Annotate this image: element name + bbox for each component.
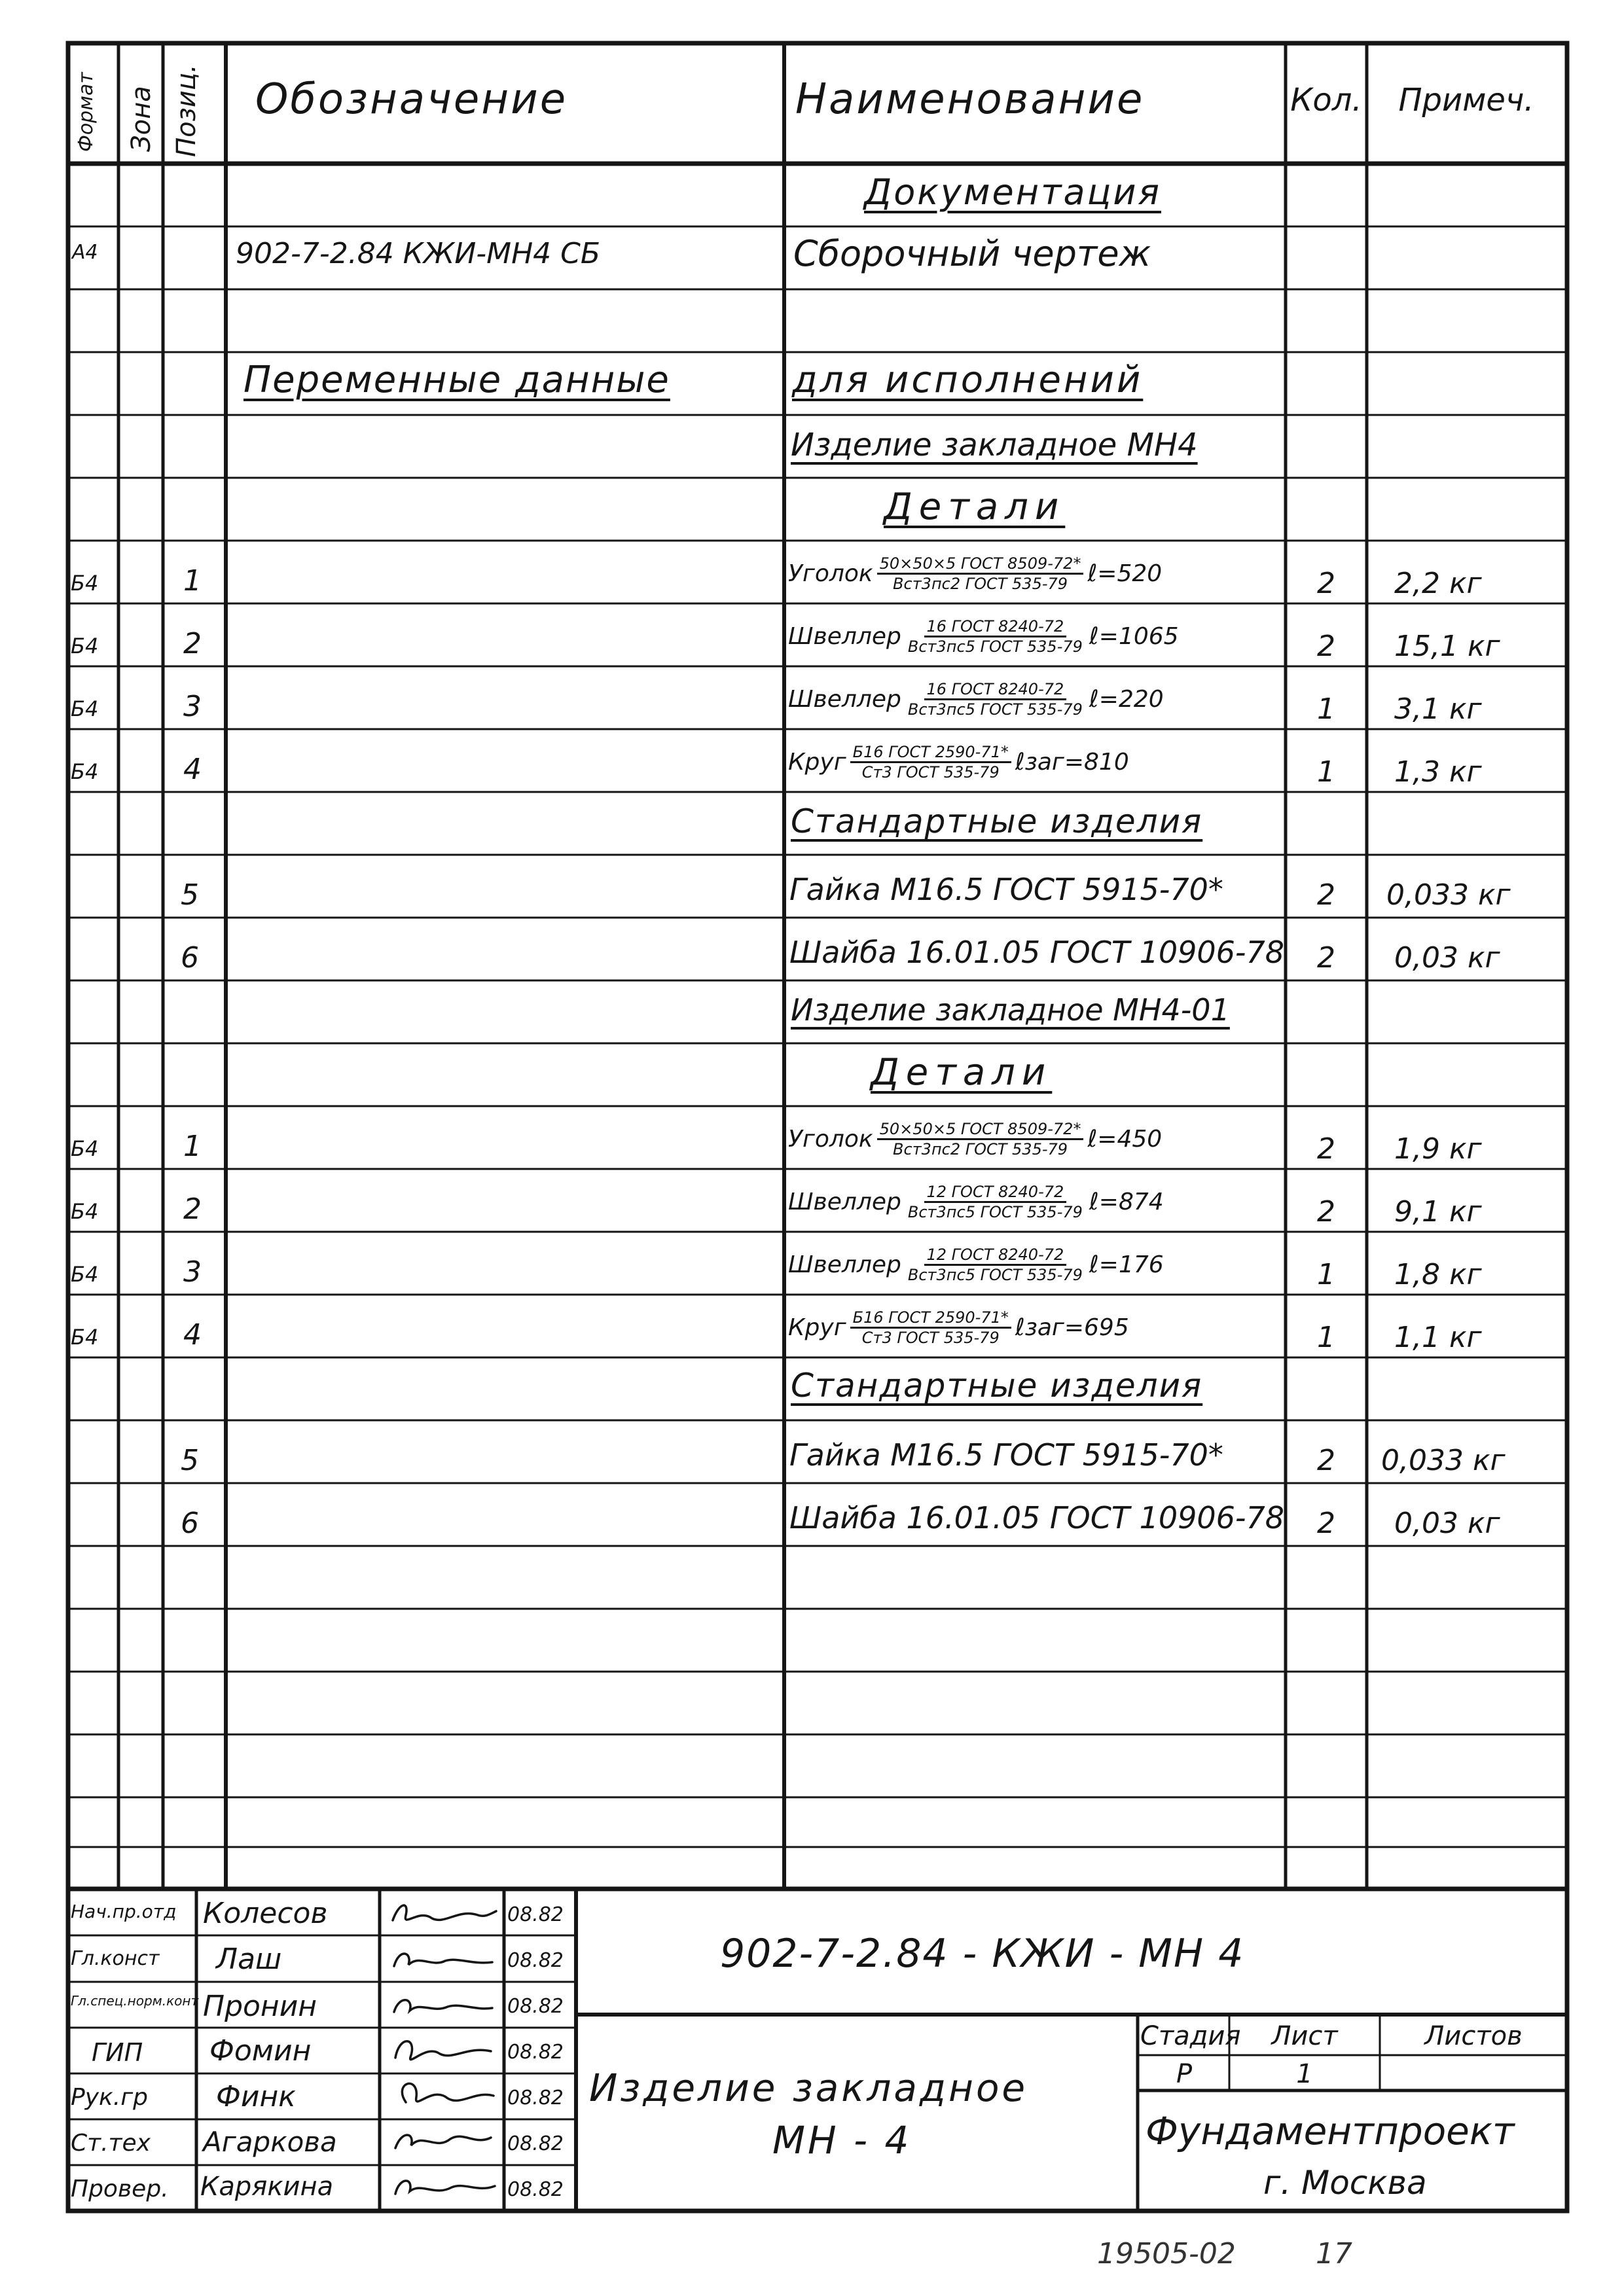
stage-value: Р <box>1176 2059 1193 2089</box>
header-designation: Обозначение <box>255 75 568 124</box>
item-material: Вст3пс5 ГОСТ 535-79 <box>907 1265 1083 1284</box>
product-2-details-heading: Детали <box>871 1051 1053 1094</box>
item-format: Б4 <box>71 1325 99 1350</box>
signature-3 <box>394 2000 492 2012</box>
item-quantity: 2 <box>1317 1507 1335 1540</box>
name-pronin: Пронин <box>203 1990 317 2023</box>
item-material: Вст3пс5 ГОСТ 535-79 <box>907 1202 1083 1221</box>
item-name: Гайка М16.5 ГОСТ 5915-70* <box>789 1437 1223 1473</box>
name-fomin: Фомин <box>209 2034 312 2068</box>
signature-7 <box>395 2181 495 2194</box>
item-material: Вст3пс2 ГОСТ 535-79 <box>893 1139 1068 1158</box>
item-position: 5 <box>181 1444 199 1477</box>
item-mass: 0,033 кг <box>1386 878 1511 912</box>
item-mass: 1,3 кг <box>1394 755 1482 789</box>
item-quantity: 1 <box>1317 692 1335 726</box>
item-length: ℓзаг=695 <box>1015 1314 1129 1341</box>
doc-format: А4 <box>72 241 98 264</box>
item-mass: 0,033 кг <box>1381 1444 1506 1477</box>
item-mass: 0,03 кг <box>1394 941 1500 975</box>
name-lash: Лаш <box>216 1943 282 1976</box>
item-quantity: 2 <box>1317 567 1335 600</box>
item-mass: 15,1 кг <box>1394 630 1500 663</box>
role-chief-engineer: ГИП <box>92 2038 143 2067</box>
header-zone: Зона <box>126 86 156 152</box>
role-group-lead: Рук.гр <box>71 2084 148 2111</box>
variable-data-left: Переменные данные <box>244 359 670 401</box>
item-length: ℓ=520 <box>1087 560 1163 587</box>
header-format: Формат <box>75 72 98 152</box>
item-mass: 9,1 кг <box>1394 1195 1482 1229</box>
item-length: ℓ=1065 <box>1089 622 1179 650</box>
item-length: ℓ=176 <box>1089 1251 1164 1278</box>
item-format: Б4 <box>71 634 99 658</box>
sheet-label: Лист <box>1271 2021 1338 2051</box>
item-label: Швеллер <box>788 1251 901 1278</box>
item-quantity: 1 <box>1317 1321 1335 1354</box>
item-quantity: 2 <box>1317 1132 1335 1166</box>
item-format: Б4 <box>71 1199 99 1224</box>
signature-1 <box>393 1905 496 1920</box>
item-format: Б4 <box>71 1262 99 1287</box>
date-1: 08.82 <box>507 1903 564 1926</box>
item-position: 3 <box>183 690 202 723</box>
header-position: Позиц. <box>171 64 202 157</box>
sheets-label: Листов <box>1424 2021 1523 2051</box>
date-2: 08.82 <box>507 1949 564 1972</box>
item-profile: 16 ГОСТ 8240-72 <box>924 617 1067 637</box>
header-note: Примеч. <box>1398 82 1534 118</box>
item-quantity: 2 <box>1317 878 1335 912</box>
archive-number: 19505-02 <box>1097 2237 1236 2270</box>
item-label: Круг <box>788 748 846 776</box>
item-label: Круг <box>788 1314 846 1341</box>
doc-name: Сборочный чертеж <box>793 233 1151 274</box>
date-6: 08.82 <box>507 2132 564 2155</box>
item-profile: Б16 ГОСТ 2590-71* <box>850 1308 1011 1329</box>
item-profile: 50×50×5 ГОСТ 8509-72* <box>877 554 1084 575</box>
item-quantity: 1 <box>1317 1258 1335 1291</box>
document-code: 902-7-2.84 - КЖИ - МН 4 <box>720 1931 1245 1977</box>
item-description <box>788 736 1129 788</box>
signature-6 <box>395 2135 491 2148</box>
sheet-value: 1 <box>1296 2059 1313 2089</box>
item-position: 5 <box>181 878 199 912</box>
role-chief-designer: Гл.конст <box>71 1947 160 1970</box>
item-profile: 50×50×5 ГОСТ 8509-72* <box>877 1120 1084 1140</box>
item-length: ℓ=450 <box>1087 1125 1163 1153</box>
doc-designation: 902-7-2.84 КЖИ-МН4 СБ <box>236 237 601 270</box>
item-material: Вст3пс5 ГОСТ 535-79 <box>907 637 1083 656</box>
item-format: Б4 <box>71 696 99 721</box>
name-kolesov: Колесов <box>203 1897 328 1930</box>
item-label: Швеллер <box>788 1188 901 1215</box>
name-fink: Финк <box>216 2080 296 2113</box>
item-profile: 16 ГОСТ 8240-72 <box>924 680 1067 700</box>
item-position: 1 <box>183 564 202 598</box>
item-length: ℓ=874 <box>1089 1188 1164 1215</box>
item-material: Ст3 ГОСТ 535-79 <box>861 762 1000 781</box>
item-position: 6 <box>181 941 199 975</box>
item-length: ℓ=220 <box>1089 685 1164 713</box>
item-description <box>788 610 1179 662</box>
item-position: 2 <box>183 627 202 660</box>
date-3: 08.82 <box>507 1995 564 2018</box>
item-format: Б4 <box>71 571 99 596</box>
item-quantity: 2 <box>1317 1195 1335 1229</box>
product-1-standard-heading: Стандартные изделия <box>791 802 1203 840</box>
item-quantity: 2 <box>1317 630 1335 663</box>
item-profile: 12 ГОСТ 8240-72 <box>924 1183 1067 1203</box>
signature-2 <box>394 1954 492 1966</box>
page-number: 17 <box>1316 2237 1352 2270</box>
item-quantity: 2 <box>1317 941 1335 975</box>
organization-city: г. Москва <box>1263 2164 1427 2202</box>
product-2-standard-heading: Стандартные изделия <box>791 1367 1203 1405</box>
item-mass: 2,2 кг <box>1394 567 1482 600</box>
item-position: 6 <box>181 1507 199 1540</box>
organization-name: Фундаментпроект <box>1146 2109 1515 2153</box>
item-quantity: 2 <box>1317 1444 1335 1477</box>
product-2-title: Изделие закладное МН4-01 <box>791 992 1230 1028</box>
item-format: Б4 <box>71 759 99 784</box>
item-material: Вст3пс2 ГОСТ 535-79 <box>893 574 1068 593</box>
item-profile: Б16 ГОСТ 2590-71* <box>850 743 1011 763</box>
name-karyakina: Карякина <box>200 2172 334 2202</box>
role-senior-tech: Ст.тех <box>71 2130 151 2157</box>
item-length: ℓзаг=810 <box>1015 748 1129 776</box>
item-profile: 12 ГОСТ 8240-72 <box>924 1246 1067 1266</box>
header-quantity: Кол. <box>1290 82 1362 118</box>
name-agarkova: Агаркова <box>203 2126 337 2158</box>
item-mass: 3,1 кг <box>1394 692 1482 726</box>
date-4: 08.82 <box>507 2041 564 2064</box>
item-position: 3 <box>183 1255 202 1289</box>
item-name: Гайка М16.5 ГОСТ 5915-70* <box>789 872 1223 907</box>
item-name: Шайба 16.01.05 ГОСТ 10906-78 <box>789 1500 1285 1535</box>
item-description <box>788 1238 1164 1291</box>
product-1-title: Изделие закладное МН4 <box>791 427 1198 463</box>
item-mass: 1,1 кг <box>1394 1321 1482 1354</box>
item-description <box>788 673 1164 725</box>
item-material: Ст3 ГОСТ 535-79 <box>861 1328 1000 1347</box>
signatures <box>380 1889 504 2211</box>
section-documentation: Документация <box>864 171 1161 213</box>
item-material: Вст3пс5 ГОСТ 535-79 <box>907 700 1083 719</box>
item-position: 4 <box>183 1318 202 1352</box>
variable-data-right: для исполнений <box>792 359 1144 401</box>
item-mass: 1,9 кг <box>1394 1132 1482 1166</box>
stage-label: Стадия <box>1140 2021 1241 2051</box>
item-description <box>788 1175 1164 1228</box>
item-format: Б4 <box>71 1136 99 1161</box>
item-mass: 1,8 кг <box>1394 1258 1482 1291</box>
item-name-line-1: Изделие закладное <box>589 2066 1028 2110</box>
date-7: 08.82 <box>507 2178 564 2201</box>
signature-4 <box>395 2041 491 2060</box>
role-norm-control: Гл.спец.норм.конт <box>71 1993 199 2009</box>
item-label: Швеллер <box>788 622 901 650</box>
item-position: 1 <box>183 1130 202 1163</box>
role-checker: Провер. <box>71 2176 169 2202</box>
item-description <box>788 1113 1162 1165</box>
item-mass: 0,03 кг <box>1394 1507 1500 1540</box>
item-label: Уголок <box>788 560 873 587</box>
item-description <box>788 547 1162 600</box>
item-position: 4 <box>183 753 202 786</box>
item-label: Уголок <box>788 1125 873 1153</box>
date-5: 08.82 <box>507 2087 564 2109</box>
item-description <box>788 1301 1129 1354</box>
role-head-department: Нач.пр.отд <box>71 1901 177 1922</box>
item-name: Шайба 16.01.05 ГОСТ 10906-78 <box>789 935 1285 970</box>
item-name-line-2: МН - 4 <box>772 2118 912 2162</box>
item-position: 2 <box>183 1193 202 1226</box>
item-label: Швеллер <box>788 685 901 713</box>
header-name: Наименование <box>795 75 1145 124</box>
item-quantity: 1 <box>1317 755 1335 789</box>
signature-5 <box>402 2083 494 2102</box>
product-1-details-heading: Детали <box>884 486 1066 528</box>
